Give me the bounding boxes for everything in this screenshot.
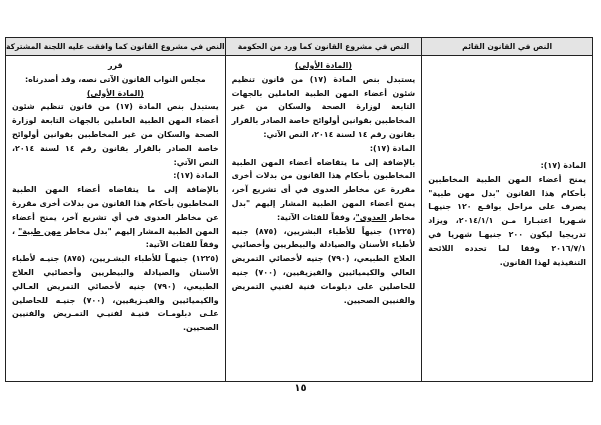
current-article-text: يمنح أعضاء المهن الطبية المخاطبين بأحكام هذا القانون "بدل مهن طبية" يصرف على مراحل بواقـع ١٢٠ جنيهـا شـهريا اعتبـارا مـن ٢٠١٤/١/١، ويزاد تدريجيا ليكون ٢٠٠ جنيهـا شهريا في ٢٠١٦/٧/١ وفقا لما تحدده اللائحة التنفيذية لهذا القانون.: [428, 174, 587, 267]
government-text-part1: بالإضافة إلى ما يتقاضاه أعضاء المهن الطبية المخاطبون بأحكام هذا القانون من بدلات أخرى مقررة عن مخاطر العدوى في أى تشريع آخر، يمنح أعضاء المهن الطبية المشار إليهم "بدل مخاطر: [231, 157, 416, 222]
joint-first-article-title: (المادة الأولى): [86, 88, 144, 98]
current-law-body: [422, 56, 592, 381]
government-header: النص في مشروع القانون كما ورد من الحكومة: [226, 38, 422, 56]
current-law-column: [422, 38, 592, 381]
joint-text-part2: ، وفقاً للفئات الآتية:: [12, 226, 219, 250]
joint-intro: يستبدل بنص المادة (١٧) من قانون تنظيم شئون أعضاء المهن الطبية العاملين بالجهات التابعة لوزارة الصحة والسكان من غير المخاطبين بقوانين أولوائح خاصة الصادر بالقرار بقانون رقم ١٤ لسنة ٢٠١٤، النص الآتي:: [12, 102, 219, 167]
government-first-article-title: (المادة الأولى): [294, 61, 352, 70]
page-number: ١٥: [294, 383, 307, 394]
government-text-part2: ، وفقاً للفئات الآتية:: [276, 212, 356, 222]
current-law-header: النص في القانون القائم: [422, 38, 592, 56]
joint-categories: (١٢٢٥) جنيهـاً للأطباء البشـريين، (٨٧٥) جنيـه لأطباء الأسنان والصيادلة والبيطريين وأخصائيي العلاج الطبيعي، (٧٩٠) جنيه لأخصائي التمريض العـالي والكيميائيين والفيـزيقيين، (٧٠٠) جنيـه للحاصلين علـى دبلومـات فنيـة لفنيـي التمـريض والفنيين الصحيين.: [12, 254, 219, 333]
joint-committee-column: [6, 38, 226, 381]
government-body: [226, 56, 422, 381]
joint-decision: قرر: [108, 61, 123, 70]
comparison-table: [5, 37, 593, 382]
government-categories: (١٢٢٥) جنيهاً للأطباء البشريين، (٨٧٥) جنيه لأطباء الأسنان والصيادلة والبيطريين وأخصائيي العلاج الطبيعي، (٧٩٠) جنيه لأخصائي التمريض العالي والكيميائيين والفيزيقيين، (٧٠٠) جنيه للحاصلين على دبلومات فنية لفنيي التمريض والفنيين الصحيين.: [231, 226, 416, 305]
government-article-text: [232, 156, 416, 225]
current-article-label: المادة (١٧):: [540, 161, 586, 170]
joint-text-part1: بالإضافة إلى ما يتقاضاه أعضاء المهن الطبية المخاطبون بأحكام هذا القانون من بدلات أخرى مقررة عن مخاطر العدوى في أي تشريع آخر، يمنح أعضاء المهن الطبية المشار إليهم "بدل مخاطر: [12, 185, 219, 236]
joint-council-line: مجلس النواب القانون الآتى نصه، وقد أصدرناه:: [24, 74, 206, 84]
joint-committee-header: النص في مشروع القانون كما وافقت عليه اللجنة المشتركة: [6, 38, 225, 56]
government-article-label: المادة (١٧):: [369, 143, 416, 153]
joint-article-label: المادة (١٧):: [173, 171, 219, 181]
government-allowance-name: العدوى": [355, 212, 387, 222]
joint-allowance-name: مهن طبية": [18, 226, 62, 236]
joint-article-text: [12, 183, 219, 252]
government-intro: يستبدل بنص المادة (١٧) من قانون تنظيم شئون أعضاء المهن الطبية العاملين بالجهات التابعة لوزارة الصحة والسكان من غير المخاطبين بقوانين أولوائح خاصة الصادر بالقرار بقانون رقم ١٤ لسنة ٢٠١٤، النص الآتي:: [231, 74, 416, 139]
joint-committee-body: [6, 56, 225, 381]
government-column: [226, 38, 423, 381]
